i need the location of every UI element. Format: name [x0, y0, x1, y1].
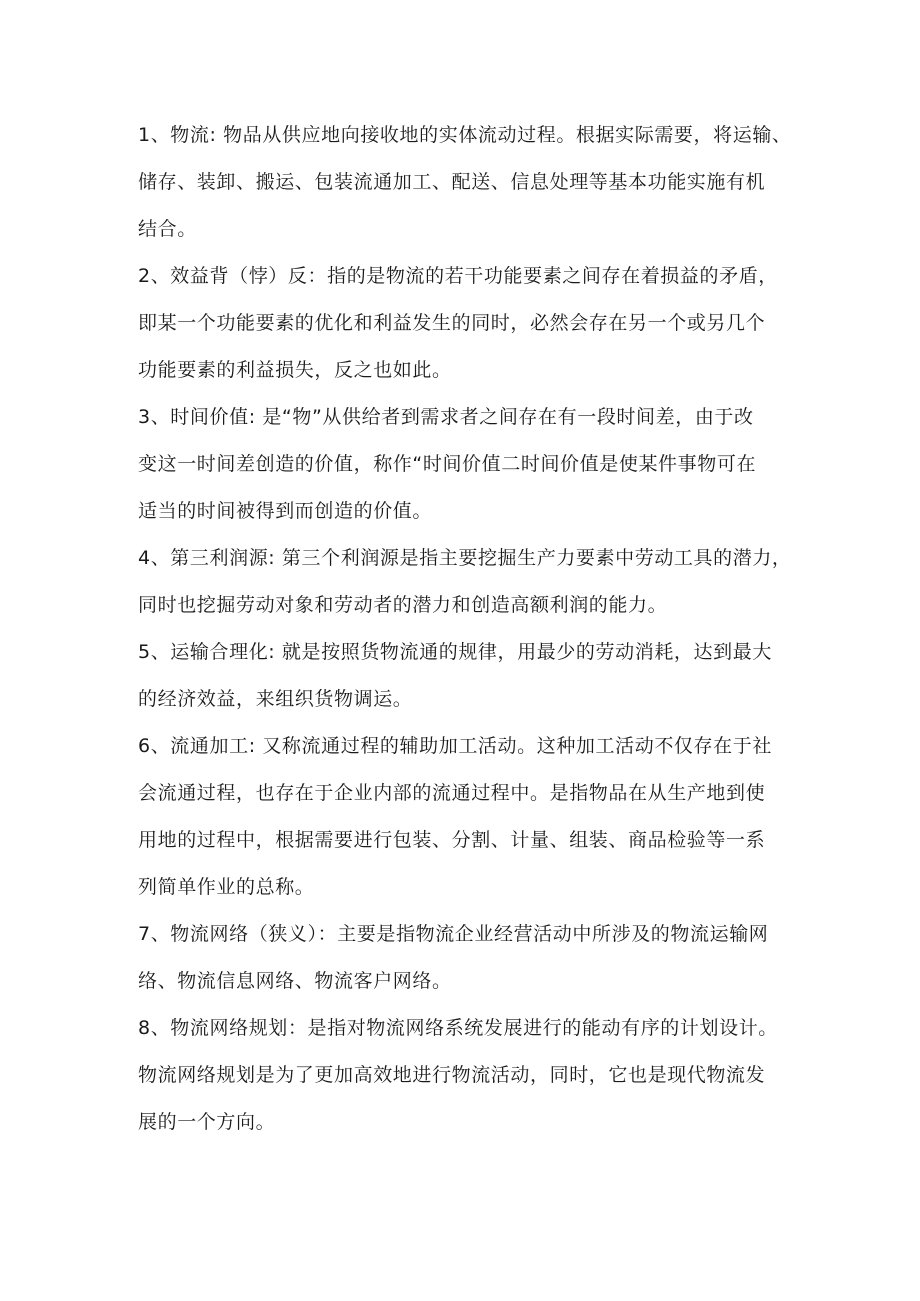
paragraph-line: 1、物流: 物品从供应地向接收地的实体流动过程。根据实际需要，将运输、	[138, 124, 792, 146]
definition-paragraph-8	[138, 1005, 798, 1146]
document-body	[138, 112, 798, 1146]
paragraph-line: 8、物流网络规划：是指对物流网络系统发展进行的能动有序的计划设计。	[138, 1017, 778, 1039]
paragraph-line: 用地的过程中，根据需要进行包装、分割、计量、组装、商品检验等一系	[138, 829, 766, 851]
paragraph-line: 列简单作业的总称。	[138, 876, 315, 898]
paragraph-line: 储存、装卸、搬运、包装流通加工、配送、信息处理等基本功能实施有机	[138, 171, 766, 193]
paragraph-line: 络、物流信息网络、物流客户网络。	[138, 970, 452, 992]
paragraph-line: 5、运输合理化: 就是按照货物流通的规律，用最少的劳动消耗，达到最大	[138, 641, 772, 663]
paragraph-line: 4、第三利润源: 第三个利润源是指主要挖掘生产力要素中劳动工具的潜力，	[138, 547, 792, 569]
paragraph-line: 结合。	[138, 218, 197, 240]
paragraph-line: 会流通过程，也存在于企业内部的流通过程中。是指物品在从生产地到使	[138, 782, 766, 804]
paragraph-line: 7、物流网络（狭义）：主要是指物流企业经营活动中所涉及的物流运输网	[138, 923, 769, 945]
paragraph-line: 6、流通加工: 又称流通过程的辅助加工活动。这种加工活动不仅存在于社	[138, 735, 772, 757]
definition-paragraph-1	[138, 112, 798, 253]
definition-paragraph-3	[138, 394, 798, 535]
paragraph-line: 即某一个功能要素的优化和利益发生的同时，必然会存在另一个或另几个	[138, 312, 766, 334]
paragraph-line: 功能要素的利益损失，反之也如此。	[138, 359, 452, 381]
paragraph-line: 展的一个方向。	[138, 1111, 276, 1133]
definition-paragraph-2	[138, 253, 798, 394]
paragraph-line: 变这一时间差创造的价值，称作“时间价值二时间价值是使某件事物可在	[138, 453, 757, 475]
paragraph-line: 同时也挖掘劳动对象和劳动者的潜力和创造高额利润的能力。	[138, 594, 668, 616]
definition-paragraph-7	[138, 911, 798, 1005]
definition-paragraph-5	[138, 629, 798, 723]
paragraph-line: 3、时间价值: 是“物”从供给者到需求者之间存在有一段时间差，由于改	[138, 406, 754, 428]
paragraph-line: 2、效益背（悖）反：指的是物流的若干功能要素之间存在着损益的矛盾，	[138, 265, 778, 287]
paragraph-line: 适当的时间被得到而创造的价值。	[138, 500, 433, 522]
definition-paragraph-6	[138, 723, 798, 911]
definition-paragraph-4	[138, 535, 798, 629]
paragraph-line: 物流网络规划是为了更加高效地进行物流活动，同时，它也是现代物流发	[138, 1064, 766, 1086]
paragraph-line: 的经济效益，来组织货物调运。	[138, 688, 413, 710]
